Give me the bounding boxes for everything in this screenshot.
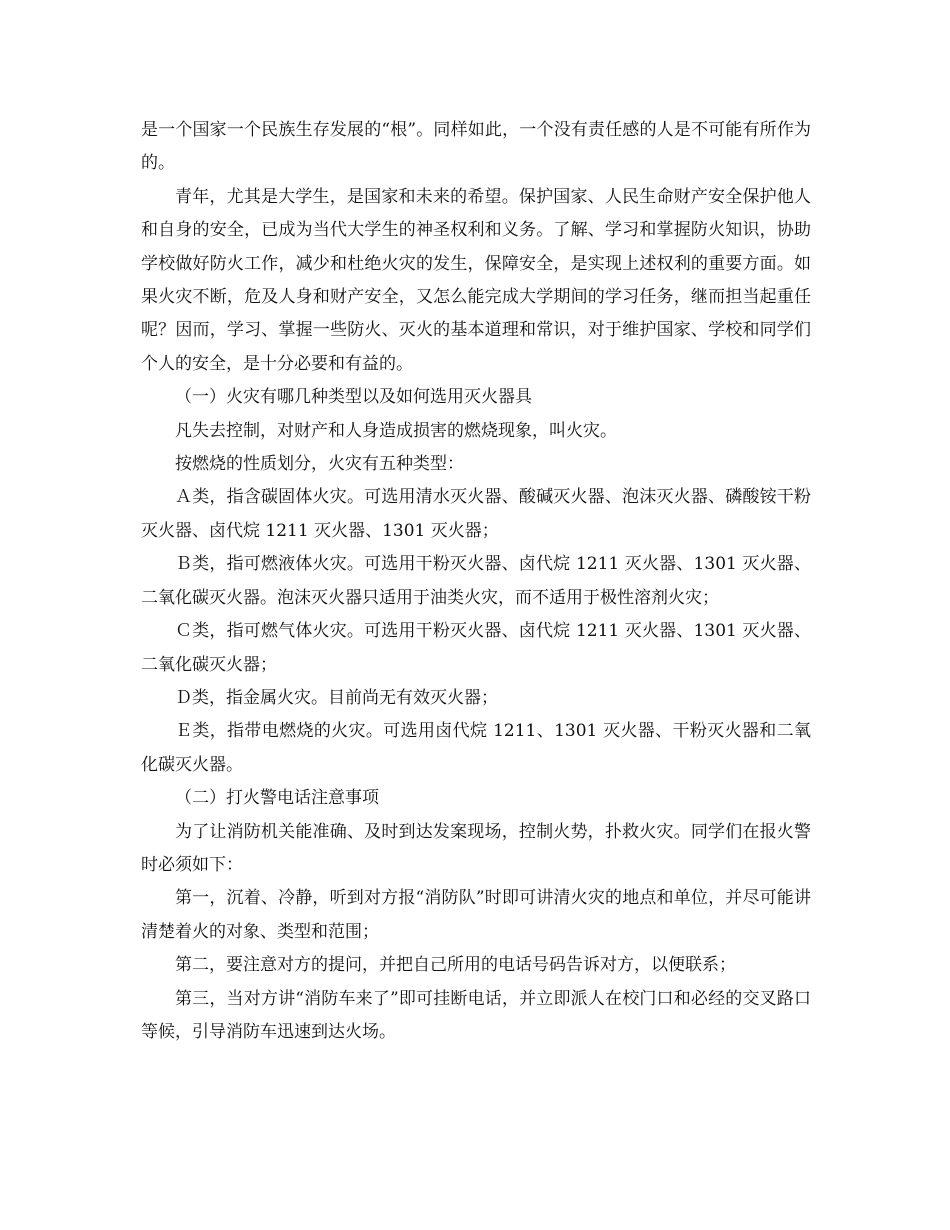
body-paragraph: 为了让消防机关能准确、及时到达发案现场，控制火势，扑救火灾。同学们在报火警时必须如下： (141, 821, 811, 875)
call-step-3-paragraph: 第三，当对方讲“消防车来了”即可挂断电话，并立即派人在校门口和必经的交叉路口等候，引导消防车迅速到达火场。 (141, 988, 811, 1042)
call-step-2-paragraph: 第二，要注意对方的提问，并把自己所用的电话号码告诉对方，以便联系； (175, 955, 736, 976)
section-heading-fire-types: （一）火灾有哪几种类型以及如何选用灭火器具 (175, 387, 532, 408)
fire-class-d-paragraph: Ｄ类，指金属火灾。目前尚无有效灭火器； (175, 687, 498, 708)
body-paragraph: 是一个国家一个民族生存发展的“根”。同样如此，一个没有责任感的人是不可能有所作为的。 (141, 120, 811, 174)
fire-class-c-paragraph: Ｃ类，指可燃气体火灾。可选用干粉灭火器、卤代烷 1211 灭火器、1301 灭火器、二氧化碳灭火器； (141, 621, 811, 675)
body-paragraph: 按燃烧的性质划分，火灾有五种类型： (175, 454, 464, 475)
section-heading-fire-call: （二）打火警电话注意事项 (175, 788, 379, 809)
call-step-1-paragraph: 第一，沉着、冷静，听到对方报“消防队”时即可讲清火灾的地点和单位，并尽可能讲清楚着火的对象、类型和范围； (141, 888, 811, 942)
document-page (141, 114, 811, 1049)
body-paragraph: 青年，尤其是大学生，是国家和未来的希望。保护国家、人民生命财产安全保护他人和自身的安全，已成为当代大学生的神圣权利和义务。了解、学习和掌握防火知识，协助学校做好防火工作，减少和杜绝火灾的发生，保障安全，是实现上述权利的重要方面。如果火灾不断，危及人身和财产安全，又怎么能完成大学期间的学习任务，继而担当起重任呢？因而，学习、掌握一些防火、灭火的基本道理和常识，对于维护国家、学校和同学们个人的安全，是十分必要和有益的。 (141, 186, 811, 374)
fire-class-e-paragraph: Ｅ类，指带电燃烧的火灾。可选用卤代烷 1211、1301 灭火器、干粉灭火器和二氧化碳灭火器。 (141, 721, 811, 775)
fire-class-a-paragraph: Ａ类，指含碳固体火灾。可选用清水灭火器、酸碱灭火器、泡沫灭火器、磷酸铵干粉灭火器、卤代烷 1211 灭火器、1301 灭火器； (141, 487, 811, 541)
fire-class-b-paragraph: Ｂ类，指可燃液体火灾。可选用干粉灭火器、卤代烷 1211 灭火器、1301 灭火器、二氧化碳灭火器。泡沫灭火器只适用于油类火灾，而不适用于极性溶剂火灾； (141, 554, 811, 608)
body-paragraph: 凡失去控制，对财产和人身造成损害的燃烧现象，叫火灾。 (175, 420, 617, 441)
